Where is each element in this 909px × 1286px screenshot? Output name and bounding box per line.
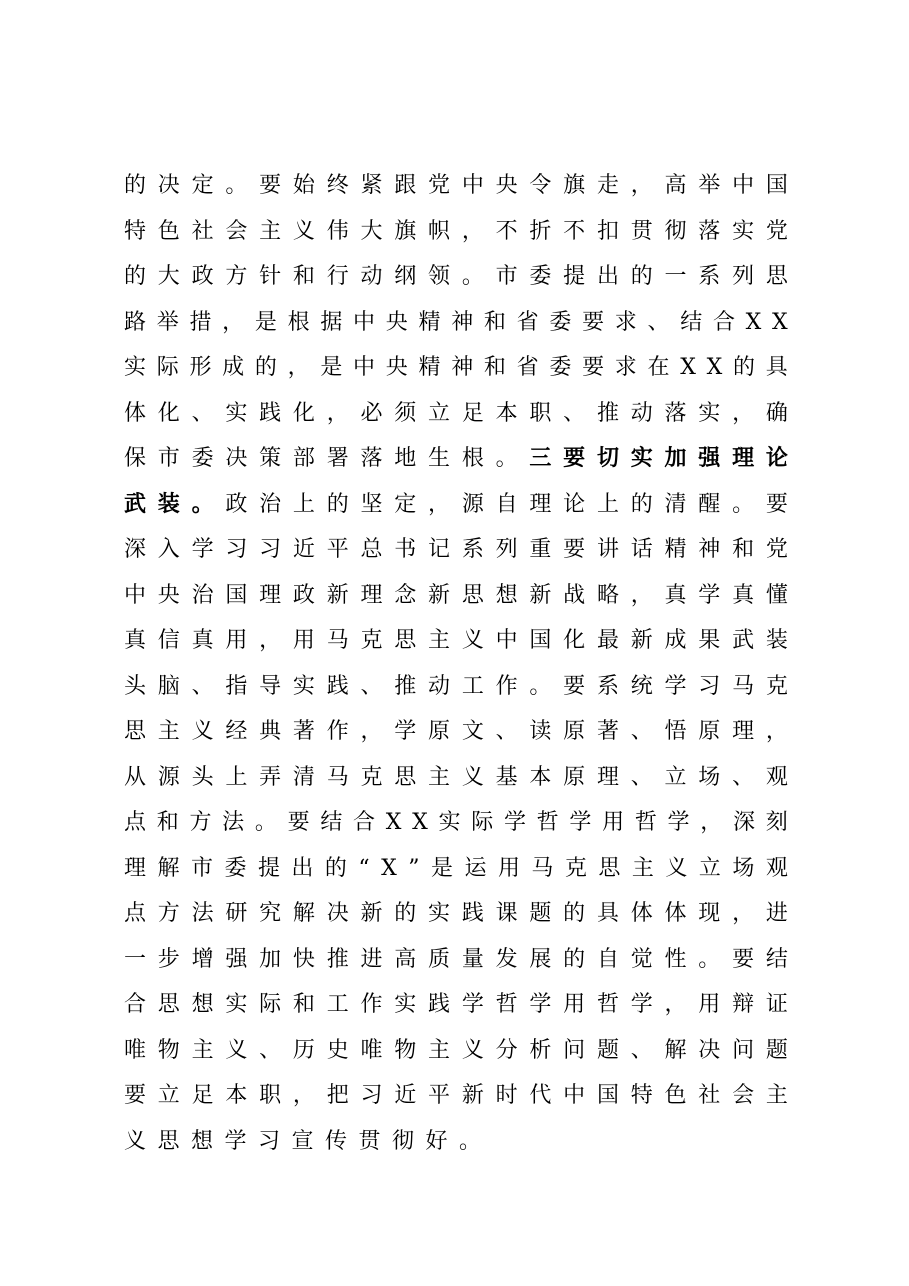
text-line xyxy=(124,755,788,801)
text-line xyxy=(124,209,788,255)
line-text: 唯 物 主 义 、 历 史 唯 物 主 义 分 析 问 题 、 解 决 问 题 xyxy=(124,1037,788,1063)
text-line xyxy=(124,846,788,892)
text-line xyxy=(124,1073,788,1119)
text-line xyxy=(124,254,788,300)
line-text: 头 脑 、 指 导 实 践 、 推 动 工 作 。 要 系 统 学 习 马 克 xyxy=(124,673,788,699)
line-text: 保 市 委 决 策 部 署 落 地 生 根 。 xyxy=(124,446,518,471)
text-line xyxy=(124,482,788,528)
line-text: 的 大 政 方 针 和 行 动 纲 领 。 市 委 提 出 的 一 系 列 思 xyxy=(124,264,788,289)
text-line xyxy=(124,1028,788,1074)
line-text: 思 主 义 经 典 著 作 ， 学 原 文 、 读 原 著 、 悟 原 理 ， xyxy=(124,719,788,744)
text-line xyxy=(124,527,788,573)
text-line xyxy=(124,664,788,710)
text-line xyxy=(124,436,788,482)
bold-heading-text: 武 装 。 xyxy=(124,490,214,517)
text-line xyxy=(124,573,788,619)
line-text: 合 思 想 实 际 和 工 作 实 践 学 哲 学 用 哲 学 ， 用 辩 证 xyxy=(124,992,788,1017)
line-text: 深 入 学 习 习 近 平 总 书 记 系 列 重 要 讲 话 精 神 和 党 xyxy=(124,537,788,562)
line-text: 中 央 治 国 理 政 新 理 念 新 思 想 新 战 略 ， 真 学 真 懂 xyxy=(124,582,788,608)
line-text: 要 立 足 本 职 ， 把 习 近 平 新 时 代 中 国 特 色 社 会 主 xyxy=(124,1083,788,1108)
line-text: 点 和 方 法 。 要 结 合 X X 实 际 学 哲 学 用 哲 学 ， 深 刻 xyxy=(124,810,788,835)
line-text: 一 步 增 强 加 快 推 进 高 质 量 发 展 的 自 觉 性 。 要 结 xyxy=(124,946,788,972)
line-text: 理 解 市 委 提 出 的 “ X ” 是 运 用 马 克 思 主 义 立 场 观 xyxy=(124,855,788,881)
text-line xyxy=(124,391,788,437)
text-line xyxy=(124,982,788,1028)
bold-heading-text: 三 要 切 实 加 强 理 论 xyxy=(529,445,788,471)
line-text: 义思想学习宣传贯彻好。 xyxy=(124,1128,493,1154)
text-line xyxy=(124,709,788,755)
text-line xyxy=(124,1119,788,1165)
text-line xyxy=(124,618,788,664)
line-text: 点 方 法 研 究 解 决 新 的 实 践 课 题 的 具 体 体 现 ， 进 xyxy=(124,901,788,926)
line-text: 特 色 社 会 主 义 伟 大 旗 帜 ， 不 折 不 扣 贯 彻 落 实 党 xyxy=(124,218,788,244)
text-line xyxy=(124,891,788,937)
line-text: 从 源 头 上 弄 清 马 克 思 主 义 基 本 原 理 、 立 场 、 观 xyxy=(124,764,788,790)
text-line xyxy=(124,345,788,391)
text-line xyxy=(124,300,788,346)
line-text: 真 信 真 用 ， 用 马 克 思 主 义 中 国 化 最 新 成 果 武 装 xyxy=(124,628,788,653)
line-text: 体 化 、 实 践 化 ， 必 须 立 足 本 职 、 推 动 落 实 ， 确 xyxy=(124,400,788,426)
text-line xyxy=(124,163,788,209)
line-text: 实 际 形 成 的 ， 是 中 央 精 神 和 省 委 要 求 在 X X 的 具 xyxy=(124,355,788,380)
line-text: 路 举 措 ， 是 根 据 中 央 精 神 和 省 委 要 求 、 结 合 X X xyxy=(124,309,788,335)
body-paragraph xyxy=(124,163,788,1164)
line-text: 政 治 上 的 坚 定 ， 源 自 理 论 上 的 清 醒 。 要 xyxy=(225,491,788,517)
text-line xyxy=(124,800,788,846)
line-text: 的 决 定 。 要 始 终 紧 跟 党 中 央 令 旗 走 ， 高 举 中 国 xyxy=(124,173,788,198)
text-line xyxy=(124,937,788,983)
